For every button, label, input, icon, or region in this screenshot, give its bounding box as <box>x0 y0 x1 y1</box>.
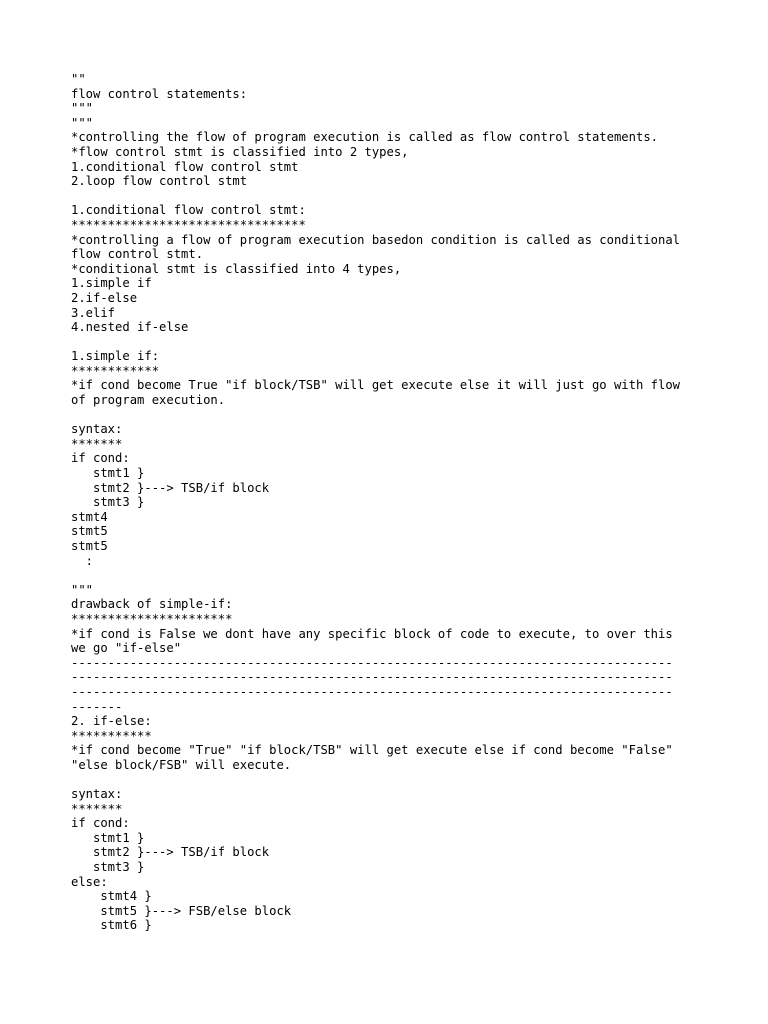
text-line: "" <box>71 72 86 86</box>
text-line: *flow control stmt is classified into 2 types, <box>71 144 409 159</box>
text-line: : <box>71 553 94 568</box>
text-line: ------- <box>71 699 123 714</box>
text-line: ************ <box>71 363 160 378</box>
text-line: """ <box>71 101 94 116</box>
text-line: syntax: <box>71 787 123 802</box>
text-line: "else block/FSB" will execute. <box>71 757 292 772</box>
text-line: stmt5 <box>71 524 108 539</box>
text-line: *if cond become True "if block/TSB" will get execute else it will just go with flow <box>71 378 681 393</box>
text-line: ******* <box>71 436 123 451</box>
text-line: flow control stmt. <box>71 247 204 262</box>
text-line: stmt4 } <box>71 889 152 904</box>
text-line <box>71 189 711 204</box>
text-line: *if cond become "True" "if block/TSB" will get execute else if cond become "False" <box>71 743 673 758</box>
text-line: *********** <box>71 728 152 743</box>
text-line: 1.conditional flow control stmt: <box>71 203 306 218</box>
text-line: ---------------------------------------------------------------------------------- <box>71 670 673 685</box>
text-line: ---------------------------------------------------------------------------------- <box>71 684 673 699</box>
text-line: 1.simple if <box>71 276 152 291</box>
text-line: syntax: <box>71 422 123 437</box>
text-line: stmt6 } <box>71 918 152 933</box>
text-line: stmt1 } <box>71 466 145 481</box>
document-page <box>71 72 711 933</box>
text-line: stmt4 <box>71 509 108 524</box>
text-line: 4.nested if-else <box>71 320 189 335</box>
text-line <box>71 568 711 583</box>
text-line: 3.elif <box>71 305 116 320</box>
text-line: stmt5 }---> FSB/else block <box>71 903 292 918</box>
text-line: *conditional stmt is classified into 4 types, <box>71 261 402 276</box>
text-line: 2.loop flow control stmt <box>71 174 248 189</box>
text-line: we go "if-else" <box>71 641 182 656</box>
text-line: stmt2 }---> TSB/if block <box>71 845 270 860</box>
text-line: stmt2 }---> TSB/if block <box>71 480 270 495</box>
text-line: 2.if-else <box>71 290 138 305</box>
text-line: 2. if-else: <box>71 714 152 729</box>
text-line: *controlling a flow of program execution basedon condition is called as conditional <box>71 232 681 247</box>
text-line <box>71 773 711 788</box>
text-line: stmt1 } <box>71 830 145 845</box>
text-line: ******************************** <box>71 217 306 232</box>
text-line: of program execution. <box>71 393 226 408</box>
text-line: else: <box>71 874 108 889</box>
text-line: 1.simple if: <box>71 349 160 364</box>
text-line: stmt3 } <box>71 860 145 875</box>
text-line: ********************** <box>71 611 233 626</box>
text-line: flow control statements: <box>71 86 248 101</box>
text-line: stmt5 <box>71 539 108 553</box>
text-line: if cond: <box>71 816 130 831</box>
text-line: *controlling the flow of program execution is called as flow control statements. <box>71 130 658 145</box>
text-line: *if cond is False we dont have any specific block of code to execute, to over this <box>71 626 673 641</box>
text-line <box>71 335 711 350</box>
text-line: 1.conditional flow control stmt <box>71 159 299 174</box>
text-line <box>71 408 711 423</box>
text-line: ---------------------------------------------------------------------------------- <box>71 655 673 670</box>
text-line: """ <box>71 582 94 597</box>
text-line: drawback of simple-if: <box>71 597 233 612</box>
text-line: ******* <box>71 801 123 816</box>
text-line: stmt3 } <box>71 495 145 510</box>
text-line: """ <box>71 115 94 130</box>
text-line: if cond: <box>71 451 130 466</box>
